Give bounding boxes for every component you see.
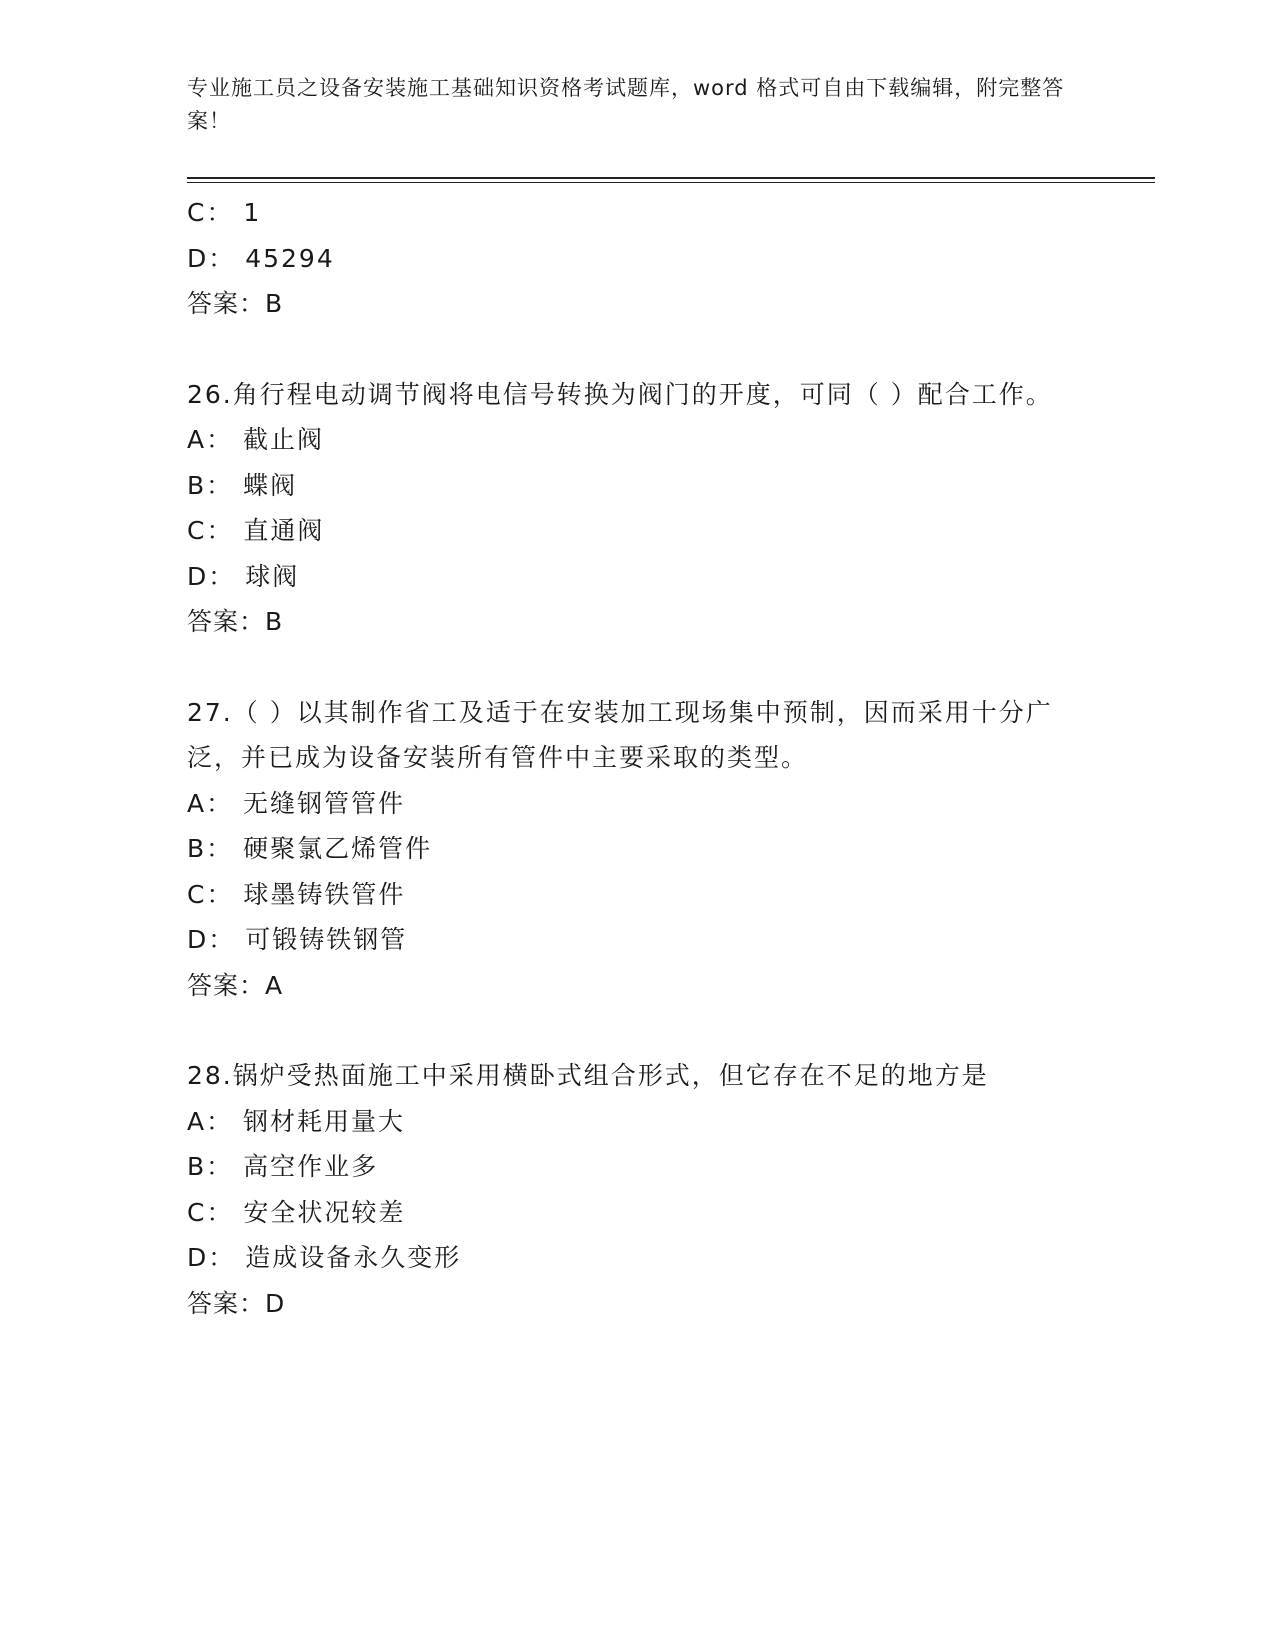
question-27 [187,690,1057,1009]
option-b: B： 高空作业多 [187,1152,379,1181]
answer-line: 答案：B [187,607,284,636]
option-d: D： 造成设备永久变形 [187,1243,462,1272]
answer-line: 答案：D [187,1288,286,1318]
option-d: D： 45294 [187,243,335,273]
question-text: 27.（ ）以其制作省工及适于在安装加工现场集中预制，因而采用十分广泛，并已成为设备安装所有管件中主要采取的类型。 [187,697,1053,772]
option-a: A： 钢材耗用量大 [187,1106,406,1136]
question-text: 28.锅炉受热面施工中采用横卧式组合形式，但它存在不足的地方是 [187,1061,989,1090]
document-header: 专业施工员之设备安装施工基础知识资格考试题库，word 格式可自由下载编辑，附完整答案！ [187,76,1065,133]
option-c: C： 1 [187,198,262,227]
option-d: D： 球阀 [187,561,300,591]
document-body [187,190,1057,1326]
option-c: C： 直通阀 [187,516,325,545]
header-divider [187,177,1155,183]
option-a: A： 无缝钢管管件 [187,788,406,818]
option-b: B： 硬聚氯乙烯管件 [187,834,433,863]
question-26 [187,372,1057,645]
option-c: C： 球墨铸铁管件 [187,879,406,909]
option-c: C： 安全状况较差 [187,1197,406,1227]
question-text: 26.角行程电动调节阀将电信号转换为阀门的开度，可同（ ）配合工作。 [187,379,1053,409]
answer-line: 答案：A [187,970,284,1000]
question-28 [187,1053,1057,1326]
answer-line: 答案：B [187,289,284,318]
option-b: B： 蝶阀 [187,470,298,500]
option-d: D： 可锻铸铁钢管 [187,925,408,954]
option-a: A： 截止阀 [187,425,325,454]
